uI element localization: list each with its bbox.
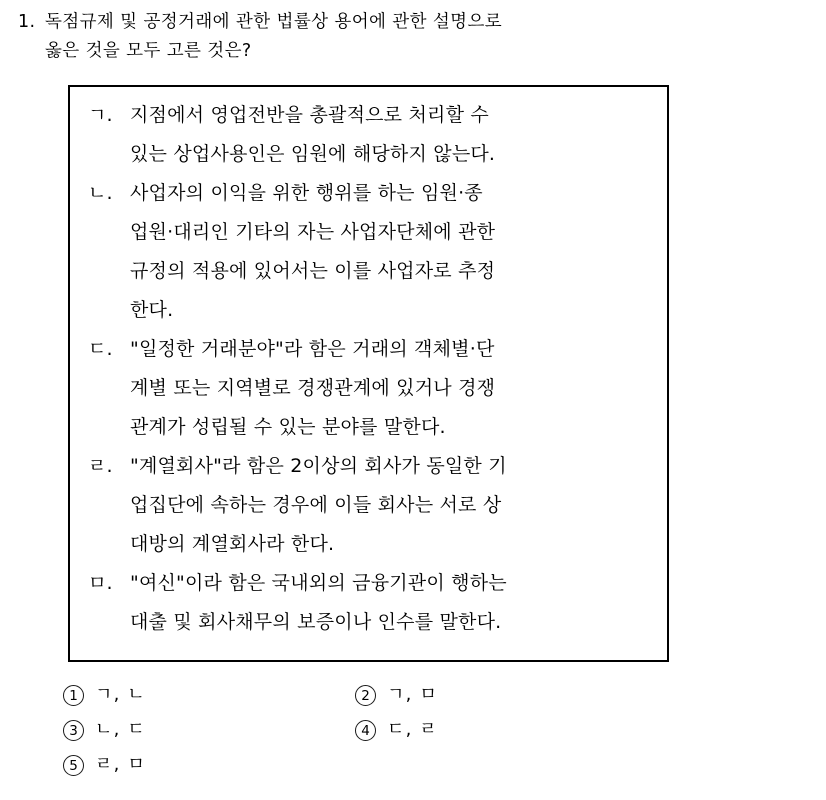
choice-4-number: 4 xyxy=(355,720,376,741)
statement-1-line-2: 있는 상업사용인은 임원에 해당하지 않는다. xyxy=(130,143,496,165)
statement-1-text-1: 지점에서 영업전반을 총괄적으로 처리할 수 xyxy=(130,104,489,126)
statement-3-line-1 xyxy=(88,330,661,369)
choice-5-label: ㄹ, ㅁ xyxy=(95,754,147,775)
question-line-2: 옳은 것을 모두 고른 것은? xyxy=(45,41,252,61)
question-number: 1. xyxy=(18,12,36,32)
statement-3-line-3: 관계가 성립될 수 있는 분야를 말한다. xyxy=(130,416,446,438)
choice-3-label: ㄴ, ㄷ xyxy=(95,719,147,740)
statement-2-line-1 xyxy=(88,174,661,213)
statement-3-marker: ㄷ. xyxy=(88,338,113,360)
statement-item-4 xyxy=(88,447,661,564)
choice-5-number: 5 xyxy=(63,755,84,776)
statement-4-text-1: "계열회사"라 함은 2이상의 회사가 동일한 기 xyxy=(130,455,507,477)
choice-2-label: ㄱ, ㅁ xyxy=(387,684,439,705)
statement-2-line-3: 규정의 적용에 있어서는 이를 사업자로 추정 xyxy=(130,260,496,282)
choice-4-label: ㄷ, ㄹ xyxy=(387,719,439,740)
statement-5-text-1: "여신"이라 함은 국내외의 금융기관이 행하는 xyxy=(130,572,507,594)
statement-4-marker: ㄹ. xyxy=(88,455,113,477)
statement-4-line-2: 업집단에 속하는 경우에 이들 회사는 서로 상 xyxy=(130,494,502,516)
statement-list xyxy=(88,96,661,642)
statement-1-marker: ㄱ. xyxy=(88,104,113,126)
question-line-1 xyxy=(18,8,758,37)
question-text-line-1: 독점규제 및 공정거래에 관한 법률상 용어에 관한 설명으로 xyxy=(45,12,503,32)
statement-2-line-4: 한다. xyxy=(130,299,174,321)
choice-3-number: 3 xyxy=(63,720,84,741)
choice-option-1[interactable] xyxy=(63,681,146,709)
statement-1-line-1 xyxy=(88,96,661,135)
statement-item-1 xyxy=(88,96,661,174)
choice-row-1 xyxy=(63,681,763,716)
choice-option-3[interactable] xyxy=(63,716,146,744)
answer-choices xyxy=(63,681,763,786)
choice-1-label: ㄱ, ㄴ xyxy=(95,684,147,705)
choice-option-5[interactable] xyxy=(63,751,146,779)
statement-3-text-1: "일정한 거래분야"라 함은 거래의 객체별·단 xyxy=(130,338,495,360)
statement-item-3 xyxy=(88,330,661,447)
statement-4-line-1 xyxy=(88,447,661,486)
statement-2-line-2: 업원·대리인 기타의 자는 사업자단체에 관한 xyxy=(130,221,496,243)
statement-item-5 xyxy=(88,564,661,642)
statement-4-line-3: 대방의 계열회사라 한다. xyxy=(130,533,335,555)
choice-option-4[interactable] xyxy=(355,716,438,744)
statement-2-text-1: 사업자의 이익을 위한 행위를 하는 임원·종 xyxy=(130,182,483,204)
statement-5-line-1 xyxy=(88,564,661,603)
statement-5-line-2: 대출 및 회사채무의 보증이나 인수를 말한다. xyxy=(130,611,502,633)
choice-option-2[interactable] xyxy=(355,681,438,709)
choice-2-number: 2 xyxy=(355,685,376,706)
statement-5-marker: ㅁ. xyxy=(88,572,113,594)
statement-item-2 xyxy=(88,174,661,330)
choice-row-2 xyxy=(63,716,763,751)
choice-1-number: 1 xyxy=(63,685,84,706)
choice-row-3 xyxy=(63,751,763,786)
question-stem xyxy=(18,8,758,66)
statement-box xyxy=(68,85,669,662)
statement-3-line-2: 계별 또는 지역별로 경쟁관계에 있거나 경쟁 xyxy=(130,377,496,399)
statement-2-marker: ㄴ. xyxy=(88,182,113,204)
